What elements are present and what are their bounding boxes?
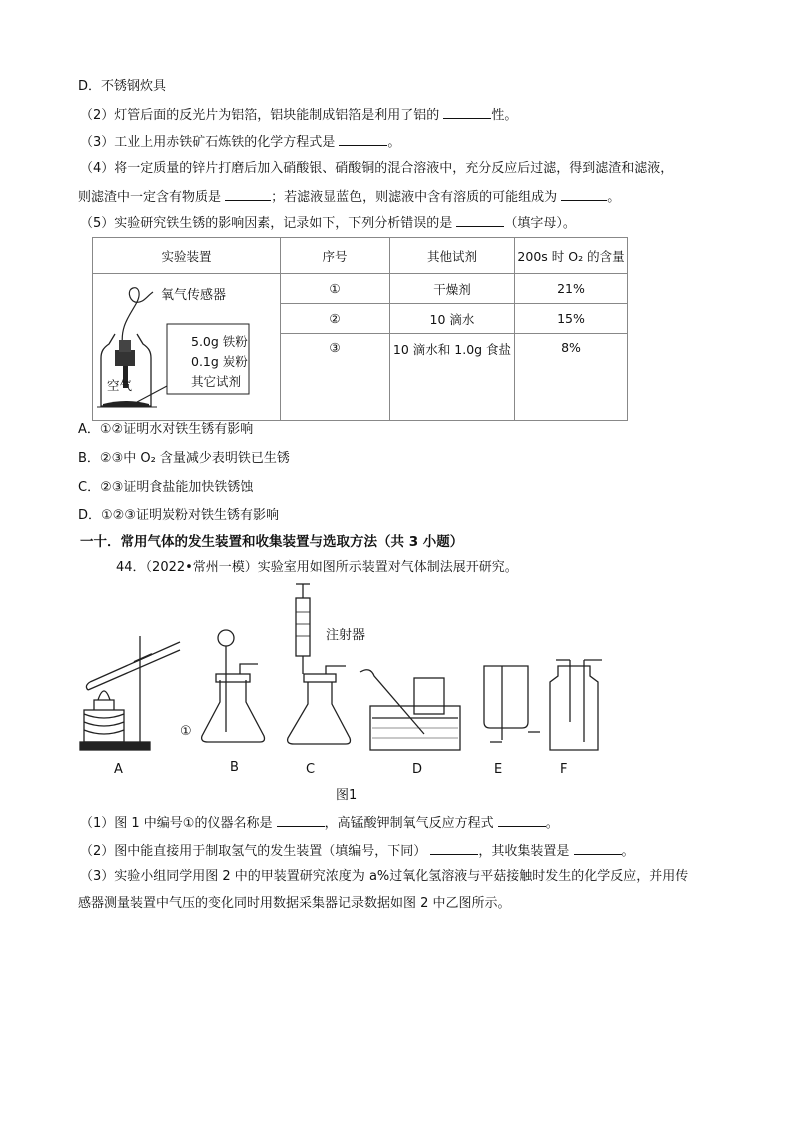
question-3-text: （3）工业上用赤铁矿石炼铁的化学方程式是 xyxy=(80,135,340,150)
question-5-text: （5）实验研究铁生锈的影响因素，记录如下，下列分析错误的是 xyxy=(80,216,457,231)
box-line-2: 0.1g 炭粉 xyxy=(191,354,248,369)
question-2-tail: 性。 xyxy=(491,108,518,123)
answer-blank[interactable] xyxy=(574,841,622,855)
header-apparatus: 实验装置 xyxy=(93,238,281,274)
question-5-line xyxy=(80,213,576,233)
option-a: A．①②证明水对铁生锈有影响 xyxy=(78,422,254,437)
circle-1-label: ① xyxy=(180,724,192,739)
row-2-reagent: 10 滴水 xyxy=(390,304,515,334)
question-4-line-2 xyxy=(78,187,620,207)
question-2-text: （2）灯管后面的反光片为铝箔，铝块能制成铝箔是利用了铝的 xyxy=(80,108,444,123)
sensor-label: 氧气传感器 xyxy=(161,288,227,303)
question-3-tail: 。 xyxy=(387,135,401,150)
row-1-reagent: 干燥剂 xyxy=(390,274,515,304)
question-4-tail: 。 xyxy=(607,190,621,205)
q44-1-tail: 。 xyxy=(545,816,559,831)
answer-blank[interactable] xyxy=(430,841,478,855)
air-label: 空气 xyxy=(107,378,133,393)
q44-2-line xyxy=(80,841,635,861)
row-2-number: ② xyxy=(281,304,390,334)
figure-caption: 图1 xyxy=(336,788,358,803)
figure-1-diagram xyxy=(70,582,630,802)
label-e: E xyxy=(494,762,503,777)
row-1-o2: 21% xyxy=(515,274,628,304)
answer-blank[interactable] xyxy=(225,187,271,201)
question-2-line xyxy=(80,105,517,125)
answer-blank[interactable] xyxy=(456,213,504,227)
answer-blank[interactable] xyxy=(561,187,607,201)
option-d-previous: D．不锈钢炊具 xyxy=(78,79,167,94)
figure-1 xyxy=(70,582,630,802)
question-3-line xyxy=(80,132,400,152)
answer-blank[interactable] xyxy=(498,813,546,827)
q44-3-line: （3）实验小组同学用图 2 中的甲装置研究浓度为 a%过氧化氢溶液与平菇接触时发生的化学反应，并用传 xyxy=(80,869,689,884)
header-o2-content: 200s 时 O₂ 的含量 xyxy=(515,238,628,274)
box-line-1: 5.0g 铁粉 xyxy=(191,334,248,349)
row-3-number: ③ xyxy=(281,334,390,421)
q44-2-text: （2）图中能直接用于制取氢气的发生装置（填编号，下同） xyxy=(80,844,431,859)
answer-blank[interactable] xyxy=(443,105,491,119)
row-3-o2: 8% xyxy=(515,334,628,421)
experiment-table xyxy=(92,237,628,421)
answer-blank[interactable] xyxy=(339,132,387,146)
q44-1-text: （1）图 1 中编号①的仪器名称是 xyxy=(80,816,277,831)
option-d: D．①②③证明炭粉对铁生锈有影响 xyxy=(78,508,279,523)
q44-2-tail: 。 xyxy=(621,844,635,859)
header-reagent: 其他试剂 xyxy=(390,238,515,274)
label-a: A xyxy=(114,762,123,777)
section-title: 一十．常用气体的发生装置和收集装置与选取方法（共 3 小题） xyxy=(80,534,464,550)
q44-1-line xyxy=(80,813,559,833)
question-44: 44．（2022•常州一模）实验室用如图所示装置对气体制法展开研究。 xyxy=(116,560,518,575)
option-c: C．②③证明食盐能加快铁锈蚀 xyxy=(78,480,254,495)
header-number: 序号 xyxy=(281,238,390,274)
syringe-label: 注射器 xyxy=(326,628,366,643)
box-line-3: 其它试剂 xyxy=(191,374,242,389)
q44-3-line-2: 感器测量装置中气压的变化同时用数据采集器记录数据如图 2 中乙图所示。 xyxy=(78,896,511,911)
row-2-o2: 15% xyxy=(515,304,628,334)
option-b: B．②③中 O₂ 含量减少表明铁已生锈 xyxy=(78,451,290,466)
question-4-mid: ；若滤液显蓝色，则滤液中含有溶质的可能组成为 xyxy=(271,190,562,205)
row-3-reagent: 10 滴水和 1.0g 食盐 xyxy=(390,334,515,421)
label-d: D xyxy=(412,762,423,777)
q44-2-mid: ，其收集装置是 xyxy=(478,844,574,859)
apparatus-cell xyxy=(93,274,281,421)
q44-1-mid: ，高锰酸钾制氧气反应方程式 xyxy=(324,816,498,831)
question-4-text: 则滤渣中一定含有物质是 xyxy=(78,190,226,205)
label-b: B xyxy=(230,760,239,775)
label-f: F xyxy=(560,762,568,777)
label-c: C xyxy=(306,762,316,777)
question-5-tail: （填字母）。 xyxy=(504,216,576,231)
answer-blank[interactable] xyxy=(277,813,325,827)
row-1-number: ① xyxy=(281,274,390,304)
question-4-line: （4）将一定质量的锌片打磨后加入硝酸银、硝酸铜的混合溶液中，充分反应后过滤，得到滤渣和滤液， xyxy=(80,161,674,176)
